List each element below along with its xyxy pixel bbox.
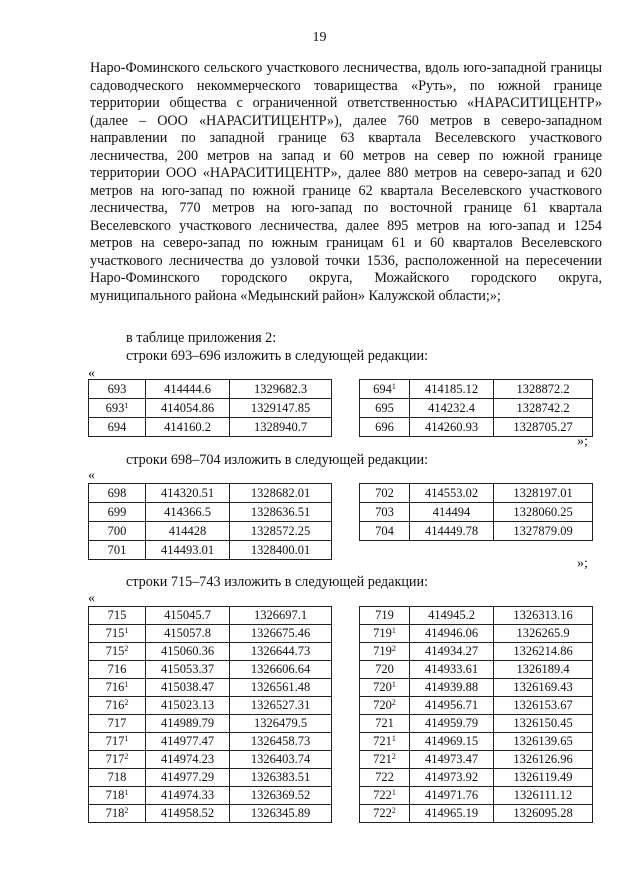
y-coordinate-cell: 1328636.51: [230, 503, 332, 522]
point-number: 694: [107, 420, 127, 434]
section-heading-1: строки 693–696 изложить в следующей редакции:: [126, 348, 429, 364]
table-row: [360, 418, 593, 437]
x-coordinate-cell: 414958.52: [146, 805, 230, 823]
point-number-cell: [89, 399, 146, 418]
table-row: [360, 805, 593, 823]
quote-open-1: «: [88, 366, 95, 381]
point-number-cell: [89, 607, 146, 625]
x-coordinate-cell: 415038.47: [146, 679, 230, 697]
point-number: 719: [373, 644, 392, 658]
y-coordinate-cell: 1326265.9: [494, 625, 593, 643]
y-coordinate-cell: 1328060.25: [494, 503, 593, 522]
point-index: 1: [391, 382, 396, 391]
point-number-cell: [89, 503, 146, 522]
point-number-cell: [360, 643, 410, 661]
y-coordinate-cell: 1328400.01: [230, 541, 332, 560]
point-number-cell: [360, 607, 410, 625]
table-row: [360, 380, 593, 399]
point-number-cell: [360, 715, 410, 733]
point-number-cell: [360, 697, 410, 715]
x-coordinate-cell: 414054.86: [146, 399, 230, 418]
point-number-cell: [360, 503, 410, 522]
point-number-cell: [89, 787, 146, 805]
point-number-cell: [360, 805, 410, 823]
point-index: 2: [124, 752, 129, 761]
point-number: 701: [107, 543, 127, 557]
point-number-cell: [360, 787, 410, 805]
point-number: 699: [107, 505, 127, 519]
table-row: [89, 769, 332, 787]
table-row: [360, 661, 593, 679]
point-number: 715: [107, 608, 127, 622]
table-row: [89, 661, 332, 679]
point-number: 717: [107, 716, 127, 730]
table-row: [360, 787, 593, 805]
x-coordinate-cell: 414366.5: [146, 503, 230, 522]
y-coordinate-cell: 1326383.51: [230, 769, 332, 787]
point-number: 722: [375, 770, 394, 784]
table-row: [89, 503, 332, 522]
table-row: [360, 679, 593, 697]
x-coordinate-cell: 414260.93: [410, 418, 494, 437]
point-number-cell: [360, 484, 410, 503]
table-row: [89, 607, 332, 625]
x-coordinate-cell: 414933.61: [410, 661, 494, 679]
point-number: 720: [373, 680, 392, 694]
point-number: 721: [373, 734, 392, 748]
table-row: [89, 679, 332, 697]
point-index: 1: [391, 680, 396, 689]
point-number-cell: [89, 751, 146, 769]
point-number-cell: [89, 661, 146, 679]
x-coordinate-cell: 414973.47: [410, 751, 494, 769]
point-index: 1: [391, 788, 396, 797]
x-coordinate-cell: 415053.37: [146, 661, 230, 679]
x-coordinate-cell: 414945.2: [410, 607, 494, 625]
table-row: [89, 643, 332, 661]
point-number-cell: [360, 733, 410, 751]
point-number: 695: [375, 401, 394, 415]
point-index: 1: [391, 626, 396, 635]
x-coordinate-cell: 414185.12: [410, 380, 494, 399]
point-number: 715: [105, 644, 125, 658]
y-coordinate-cell: 1326313.16: [494, 607, 593, 625]
point-number-cell: [89, 484, 146, 503]
table-row: [360, 503, 593, 522]
point-number-cell: [360, 661, 410, 679]
point-number-cell: [360, 380, 410, 399]
point-number-cell: [360, 522, 410, 541]
x-coordinate-cell: 414160.2: [146, 418, 230, 437]
point-number: 718: [105, 806, 125, 820]
point-number-cell: [89, 625, 146, 643]
y-coordinate-cell: 1328705.27: [494, 418, 593, 437]
table-row: [89, 751, 332, 769]
table-2-right: [359, 483, 593, 541]
y-coordinate-cell: 1326169.43: [494, 679, 593, 697]
y-coordinate-cell: 1329682.3: [230, 380, 332, 399]
y-coordinate-cell: 1326697.1: [230, 607, 332, 625]
table-row: [360, 484, 593, 503]
x-coordinate-cell: 414444.6: [146, 380, 230, 399]
point-number: 702: [375, 486, 394, 500]
y-coordinate-cell: 1326458.73: [230, 733, 332, 751]
x-coordinate-cell: 414232.4: [410, 399, 494, 418]
y-coordinate-cell: 1329147.85: [230, 399, 332, 418]
point-number-cell: [360, 625, 410, 643]
section-heading-2: строки 698–704 изложить в следующей редакции:: [126, 452, 429, 468]
table-3-left: [88, 606, 332, 823]
point-index: 2: [391, 644, 396, 653]
x-coordinate-cell: 414494: [410, 503, 494, 522]
point-number-cell: [89, 805, 146, 823]
x-coordinate-cell: 414973.92: [410, 769, 494, 787]
point-index: 1: [124, 401, 129, 410]
point-index: 2: [391, 752, 396, 761]
body-paragraph: Наро-Фоминского сельского участкового лесничества, вдоль юго-западной границы садоводческого некоммерческого товарищества «Руть», по южной границе территории общества с ограниченной ответственностью «НАРАСИТИЦЕНТР» (далее – ООО «НАРАСИТИЦЕНТР»), далее 760 метров в северо-западном направлении по западной границе 63 квартала Веселевского участкового лесничества, 200 метров на запад и 60 метров на север по южной границе территории ООО «НАРАСИТИЦЕНТР», далее 880 метров на северо-запад и 620 метров на юго-запад по южной границе 62 квартала Веселевского участкового лесничества, 770 метров на юго-запад по восточной границе 61 квартала Веселевского участкового лесничества, далее 895 метров на юго-запад и 1254 метров на северо-запад по южным границам 61 и 60 кварталов Веселевского участкового лесничества до узловой точки 1536, расположенной на пересечении Наро-Фоминского городского округа, Можайского городского округа, муниципального района «Медынский район» Калужской области;»;: [90, 60, 602, 304]
quote-close-2: »;: [577, 556, 588, 571]
x-coordinate-cell: 414946.06: [410, 625, 494, 643]
table-row: [89, 399, 332, 418]
x-coordinate-cell: 414449.78: [410, 522, 494, 541]
y-coordinate-cell: 1326675.46: [230, 625, 332, 643]
point-number: 719: [373, 626, 392, 640]
y-coordinate-cell: 1326561.48: [230, 679, 332, 697]
x-coordinate-cell: 415023.13: [146, 697, 230, 715]
quote-close-1: »;: [577, 434, 588, 449]
point-number-cell: [89, 769, 146, 787]
point-index: 1: [124, 788, 129, 797]
point-number-cell: [360, 751, 410, 769]
y-coordinate-cell: 1327879.09: [494, 522, 593, 541]
point-index: 1: [124, 626, 129, 635]
x-coordinate-cell: 414956.71: [410, 697, 494, 715]
table-2-left: [88, 483, 332, 560]
x-coordinate-cell: 415045.7: [146, 607, 230, 625]
point-index: 1: [124, 734, 129, 743]
table-row: [360, 733, 593, 751]
y-coordinate-cell: 1326095.28: [494, 805, 593, 823]
point-number: 696: [375, 420, 394, 434]
x-coordinate-cell: 414974.33: [146, 787, 230, 805]
y-coordinate-cell: 1328742.2: [494, 399, 593, 418]
x-coordinate-cell: 414428: [146, 522, 230, 541]
point-number: 718: [105, 788, 125, 802]
point-number: 704: [375, 524, 394, 538]
section-heading-3: строки 715–743 изложить в следующей редакции:: [126, 574, 429, 590]
point-number-cell: [89, 733, 146, 751]
page-number: 19: [312, 30, 327, 45]
table-row: [360, 607, 593, 625]
point-number: 720: [373, 698, 392, 712]
y-coordinate-cell: 1326369.52: [230, 787, 332, 805]
y-coordinate-cell: 1326189.4: [494, 661, 593, 679]
point-number-cell: [360, 769, 410, 787]
quote-open-2: «: [88, 468, 95, 483]
point-number: 717: [105, 752, 125, 766]
y-coordinate-cell: 1326126.96: [494, 751, 593, 769]
point-number: 722: [373, 806, 392, 820]
x-coordinate-cell: 415057.8: [146, 625, 230, 643]
point-number: 716: [105, 680, 125, 694]
table-row: [360, 697, 593, 715]
point-number-cell: [89, 697, 146, 715]
y-coordinate-cell: 1326644.73: [230, 643, 332, 661]
table-row: [89, 522, 332, 541]
table-row: [89, 715, 332, 733]
table-row: [360, 625, 593, 643]
y-coordinate-cell: 1326150.45: [494, 715, 593, 733]
point-number-cell: [89, 643, 146, 661]
y-coordinate-cell: 1328572.25: [230, 522, 332, 541]
y-coordinate-cell: 1328197.01: [494, 484, 593, 503]
y-coordinate-cell: 1328872.2: [494, 380, 593, 399]
y-coordinate-cell: 1326111.12: [494, 787, 593, 805]
point-number: 717: [105, 734, 125, 748]
y-coordinate-cell: 1326403.74: [230, 751, 332, 769]
point-index: 1: [391, 734, 396, 743]
table-3-right: [359, 606, 593, 823]
point-number: 718: [107, 770, 127, 784]
y-coordinate-cell: 1326214.86: [494, 643, 593, 661]
y-coordinate-cell: 1326119.49: [494, 769, 593, 787]
table-row: [360, 522, 593, 541]
point-index: 2: [124, 806, 129, 815]
y-coordinate-cell: 1326153.67: [494, 697, 593, 715]
point-number-cell: [89, 380, 146, 399]
x-coordinate-cell: 414971.76: [410, 787, 494, 805]
x-coordinate-cell: 414939.88: [410, 679, 494, 697]
table-row: [89, 805, 332, 823]
point-index: 2: [124, 644, 129, 653]
point-index: 2: [391, 806, 396, 815]
y-coordinate-cell: 1326479.5: [230, 715, 332, 733]
point-number-cell: [89, 418, 146, 437]
table-row: [360, 769, 593, 787]
point-number: 703: [375, 505, 394, 519]
appendix-line: в таблице приложения 2:: [126, 330, 277, 346]
point-number: 721: [373, 752, 392, 766]
table-row: [89, 541, 332, 560]
table-row: [360, 751, 593, 769]
table-row: [89, 484, 332, 503]
point-number: 720: [375, 662, 394, 676]
point-number: 693: [107, 382, 127, 396]
point-number: 715: [105, 626, 125, 640]
table-row: [360, 399, 593, 418]
point-number: 719: [375, 608, 394, 622]
point-number: 698: [107, 486, 127, 500]
table-row: [89, 697, 332, 715]
x-coordinate-cell: 414974.23: [146, 751, 230, 769]
point-index: 1: [124, 680, 129, 689]
point-number: 721: [375, 716, 394, 730]
table-row: [360, 643, 593, 661]
y-coordinate-cell: 1328682.01: [230, 484, 332, 503]
table-row: [89, 380, 332, 399]
table-row: [89, 733, 332, 751]
y-coordinate-cell: 1326606.64: [230, 661, 332, 679]
y-coordinate-cell: 1326139.65: [494, 733, 593, 751]
point-number-cell: [360, 399, 410, 418]
x-coordinate-cell: 414965.19: [410, 805, 494, 823]
point-number-cell: [89, 541, 146, 560]
table-row: [89, 625, 332, 643]
x-coordinate-cell: 415060.36: [146, 643, 230, 661]
point-number: 716: [105, 698, 125, 712]
point-number: 722: [373, 788, 392, 802]
x-coordinate-cell: 414493.01: [146, 541, 230, 560]
point-number: 693: [105, 401, 125, 415]
point-index: 2: [391, 698, 396, 707]
table-1-left: [88, 379, 332, 437]
point-number-cell: [89, 522, 146, 541]
y-coordinate-cell: 1328940.7: [230, 418, 332, 437]
point-number: 700: [107, 524, 127, 538]
point-number-cell: [360, 679, 410, 697]
point-number-cell: [89, 679, 146, 697]
point-number: 716: [107, 662, 127, 676]
table-row: [89, 418, 332, 437]
x-coordinate-cell: 414969.15: [410, 733, 494, 751]
x-coordinate-cell: 414553.02: [410, 484, 494, 503]
point-number-cell: [360, 418, 410, 437]
point-number-cell: [89, 715, 146, 733]
point-number: 694: [373, 382, 392, 396]
x-coordinate-cell: 414977.47: [146, 733, 230, 751]
x-coordinate-cell: 414934.27: [410, 643, 494, 661]
x-coordinate-cell: 414959.79: [410, 715, 494, 733]
point-index: 2: [124, 698, 129, 707]
y-coordinate-cell: 1326527.31: [230, 697, 332, 715]
table-1-right: [359, 379, 593, 437]
x-coordinate-cell: 414977.29: [146, 769, 230, 787]
table-row: [360, 715, 593, 733]
x-coordinate-cell: 414320.51: [146, 484, 230, 503]
y-coordinate-cell: 1326345.89: [230, 805, 332, 823]
quote-open-3: «: [88, 591, 95, 606]
x-coordinate-cell: 414989.79: [146, 715, 230, 733]
table-row: [89, 787, 332, 805]
